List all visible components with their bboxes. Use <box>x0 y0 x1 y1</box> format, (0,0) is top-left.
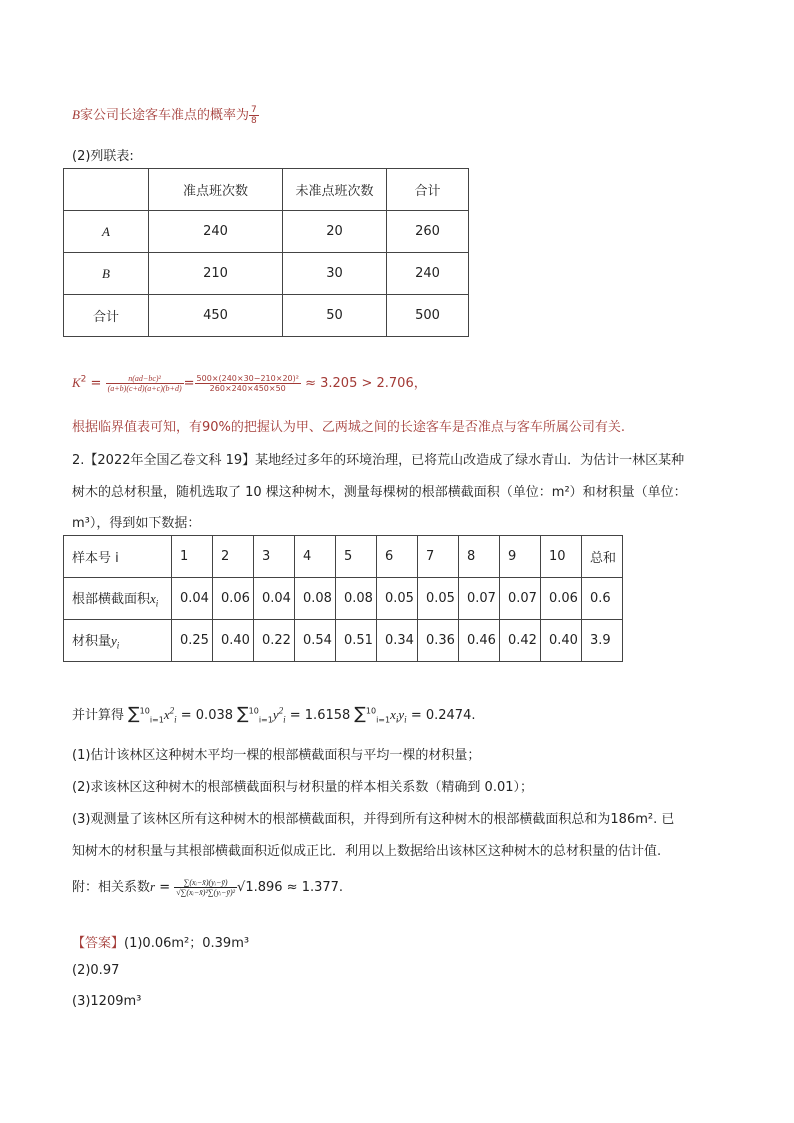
x-squared: x <box>163 707 170 722</box>
table-cell: 0.06 <box>213 578 254 620</box>
equals-sign: = <box>90 376 102 391</box>
probability-statement <box>72 104 259 126</box>
exponent: 2 <box>169 705 175 716</box>
table-cell: 0.54 <box>295 620 336 662</box>
answer-3: (3)1209m³ <box>72 994 142 1009</box>
sums-prefix: 并计算得 <box>72 708 125 723</box>
k-squared-result: ≈ 3.205 > 2.706， <box>305 376 427 391</box>
table-cell: 9 <box>500 536 541 578</box>
table-cell: B <box>64 253 149 295</box>
table-cell: 0.6 <box>582 578 623 620</box>
question-1: (1)估计该林区这种树木平均一棵的根部横截面积与平均一棵的材积量； <box>72 748 481 763</box>
probability-text: 家公司长途客车准点的概率为 <box>79 108 249 123</box>
table-cell: 0.40 <box>541 620 582 662</box>
sigma-symbol: ∑ <box>354 704 366 724</box>
fraction-numerator: n(ad−bc)² <box>106 374 184 384</box>
table-row <box>64 211 469 253</box>
answer-2: (2)0.97 <box>72 963 120 978</box>
table-cell: 0.40 <box>213 620 254 662</box>
table-cell: 合计 <box>64 295 149 337</box>
table-cell: 8 <box>459 536 500 578</box>
table-cell <box>64 169 149 211</box>
exponent: 2 <box>278 705 284 716</box>
fraction-denominator: √∑(xᵢ−x̄)²∑(yᵢ−ȳ)² <box>176 888 236 897</box>
subscript: i <box>395 714 399 725</box>
question-line: 树木的总材积量，随机选取了 10 棵这种树木，测量每棵树的根部横截面积（单位：m²）和材积量（单位： <box>72 485 687 500</box>
table-cell: 240 <box>149 211 283 253</box>
table-cell: 450 <box>149 295 283 337</box>
table-row <box>64 620 623 662</box>
sum-y-squared-value: = 1.6158 <box>289 708 351 723</box>
table-cell: A <box>64 211 149 253</box>
table-cell: 500 <box>387 295 469 337</box>
table-cell: 260 <box>387 211 469 253</box>
subscript: i <box>174 714 177 725</box>
answer-1: (1)0.06m²；0.39m³ <box>124 936 250 951</box>
table-cell: 10 <box>541 536 582 578</box>
probability-fraction <box>249 105 259 126</box>
correlation-fraction <box>174 878 237 897</box>
subscript: i <box>404 714 407 725</box>
table-cell: 3 <box>254 536 295 578</box>
variable-subscript: i <box>116 640 120 651</box>
fraction-numerator: ∑(xᵢ−x̄)(yᵢ−ȳ) <box>174 878 237 888</box>
table-cell: 0.42 <box>500 620 541 662</box>
table-cell: 1 <box>172 536 213 578</box>
row-label-text: 材积量 <box>72 634 112 650</box>
variable-symbol: x <box>150 591 156 607</box>
table-cell: 0.04 <box>172 578 213 620</box>
table-cell: 4 <box>295 536 336 578</box>
table-cell: 7 <box>418 536 459 578</box>
table-cell: 0.08 <box>295 578 336 620</box>
table-cell: 6 <box>377 536 418 578</box>
k-squared-value-fraction <box>195 374 301 393</box>
table-row <box>64 578 623 620</box>
question-3-line1: (3)观测量了该林区所有这种树木的根部横截面积，并得到所有这种树木的根部横截面积总和为186m². 已 <box>72 812 675 827</box>
variable-subscript: i <box>155 598 159 609</box>
table-cell: 0.07 <box>459 578 500 620</box>
table-cell: 样本号 i <box>64 536 172 578</box>
tree-data-table <box>63 535 623 662</box>
answer-line <box>72 932 249 951</box>
conclusion-text: 根据临界值表可知，有90%的把握认为甲、乙两城之间的长途客车是否准点与客车所属公司有关. <box>72 420 626 435</box>
table-cell: 0.36 <box>418 620 459 662</box>
table-header-row <box>64 536 623 578</box>
table-cell: 0.06 <box>541 578 582 620</box>
table-header-row <box>64 169 469 211</box>
sigma-symbol: ∑ <box>128 704 140 724</box>
company-letter: B <box>72 107 80 122</box>
sigma-symbol: ∑ <box>237 704 249 724</box>
question-3-line2: 知树木的材积量与其根部横截面积近似成正比．利用以上数据给出该林区这种树木的总材积量的估计值. <box>72 844 662 859</box>
correlation-formula: 附：相关系数r = $\frac{\text{∑(xᵢ−x̄)(yᵢ−ȳ)}}{\text{√∑(xᵢ−x̄)²∑(yᵢ−ȳ)²}}$ √1.896 ≈ 1.377. <box>72 878 344 897</box>
table-cell: 0.08 <box>336 578 377 620</box>
table-cell: 20 <box>283 211 387 253</box>
k-symbol: K <box>72 375 81 390</box>
table-cell: 0.05 <box>418 578 459 620</box>
subscript: i <box>283 714 286 725</box>
table-cell: 0.51 <box>336 620 377 662</box>
table-cell: 0.46 <box>459 620 500 662</box>
equals-sign: = <box>183 376 195 391</box>
table-cell: 30 <box>283 253 387 295</box>
xy-product: y <box>398 707 405 722</box>
row-label-y <box>64 620 172 662</box>
variable-r: r <box>150 879 156 894</box>
appendix-prefix: 附：相关系数 <box>72 880 151 895</box>
fraction-numerator: 7 <box>250 105 257 115</box>
contingency-title: (2)列联表: <box>72 149 134 164</box>
answer-tag: 【答案】 <box>72 936 125 951</box>
k-squared-formula <box>72 372 427 393</box>
table-cell: 准点班次数 <box>149 169 283 211</box>
fraction-denominator: 8 <box>250 116 257 126</box>
y-squared: y <box>272 707 279 722</box>
table-cell: 0.07 <box>500 578 541 620</box>
fraction-numerator: 500×(240×30−210×20)² <box>196 374 299 383</box>
fraction-denominator: 260×240×450×50 <box>209 384 286 393</box>
table-cell: 50 <box>283 295 387 337</box>
question-line: m³），得到如下数据： <box>72 516 201 531</box>
table-cell: 240 <box>387 253 469 295</box>
k-squared-general-fraction <box>106 374 184 393</box>
contingency-table <box>63 168 469 337</box>
table-cell: 3.9 <box>582 620 623 662</box>
table-cell: 5 <box>336 536 377 578</box>
question-2: (2)求该林区这种树木的根部横截面积与材积量的样本相关系数（精确到 0.01）； <box>72 780 533 795</box>
k-exponent: 2 <box>80 374 87 385</box>
table-cell: 0.34 <box>377 620 418 662</box>
table-row <box>64 253 469 295</box>
row-label-text: 根部横截面积 <box>72 592 151 608</box>
sums-line: 并计算得 $\sum^{10}_{i=1}x^2_i = 0.038$ $\sum^{10}_{i=1}y^2_i = 1.6158$ $\sum^{10}_{i=1}x_iy_i = 0.2474$. <box>72 704 476 725</box>
question-line: 2.【2022年全国乙卷文科 19】某地经过多年的环境治理，已将荒山改造成了绿水青山．为估计一林区某种 <box>72 453 685 468</box>
table-cell: 210 <box>149 253 283 295</box>
table-cell: 0.05 <box>377 578 418 620</box>
table-cell: 合计 <box>387 169 469 211</box>
table-cell: 总和 <box>582 536 623 578</box>
sqrt-value: √1.896 ≈ 1.377. <box>237 880 344 895</box>
table-cell: 未准点班次数 <box>283 169 387 211</box>
table-cell: 0.25 <box>172 620 213 662</box>
variable-symbol: y <box>111 633 117 649</box>
fraction-denominator: (a+b)(c+d)(a+c)(b+d) <box>107 384 182 393</box>
table-cell: 0.22 <box>254 620 295 662</box>
xy-product: x <box>390 707 396 722</box>
sum-xy-value: = 0.2474. <box>410 708 476 723</box>
table-cell: 2 <box>213 536 254 578</box>
sum-x-squared-value: = 0.038 <box>180 708 234 723</box>
row-label-x <box>64 578 172 620</box>
table-cell: 0.04 <box>254 578 295 620</box>
table-row <box>64 295 469 337</box>
